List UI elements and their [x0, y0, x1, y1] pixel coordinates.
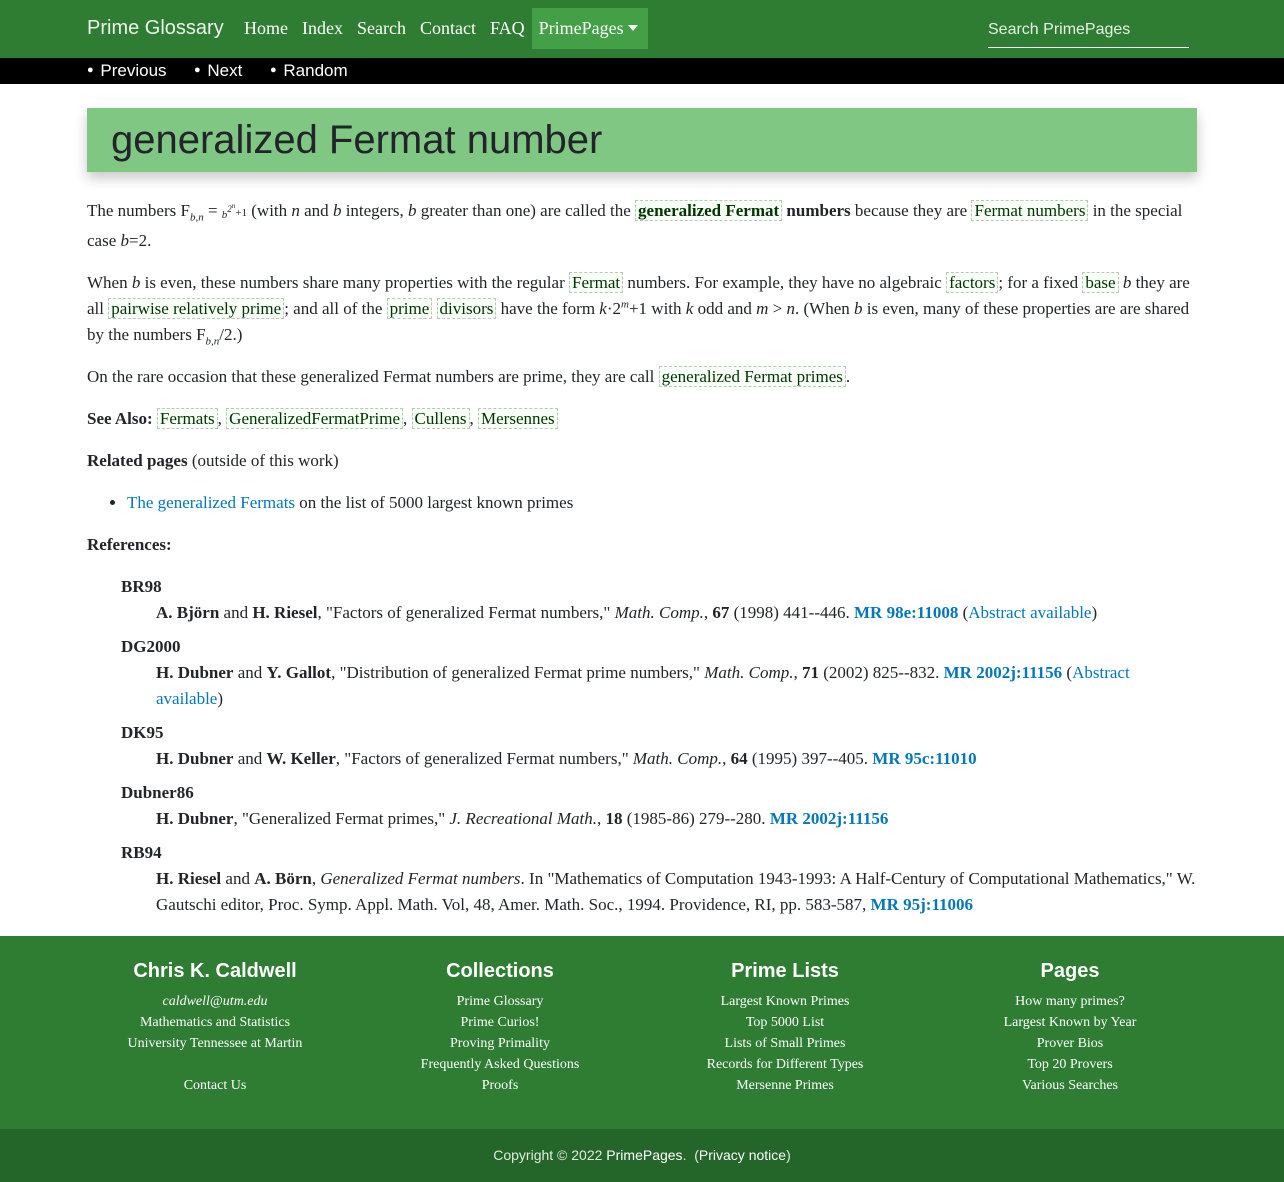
brand-link[interactable]: Prime Glossary [87, 17, 224, 39]
properties-paragraph: When b is even, these numbers share many properties with the regular Fermat numbers. For example, they have no algebraic factors ; for a fixed base b they are all pairwise relatively prime ; and all of the prime divisors have the form $k\cdot 2^m+1$ with k odd and m > n. (When b is even, many of these properties are are shared by the numbers $F_{b,n}/2$.) [87, 273, 1190, 348]
footer-heading: Chris K. Caldwell [133, 960, 297, 982]
references-list [87, 574, 1197, 918]
list-item: • The generalized Fermats on the list of 5000 largest known primes [127, 490, 1197, 516]
glossary-subnav [0, 58, 1284, 84]
glossary-link-prime[interactable]: prime [387, 298, 433, 319]
random-link[interactable] [270, 61, 348, 81]
glossary-link-fermat[interactable]: Fermat [569, 272, 623, 293]
footer-link[interactable]: Largest Known Primes [720, 994, 850, 1009]
dropdown-label: PrimePages [538, 18, 624, 38]
see-also: See Also: Fermats , GeneralizedFermatPrime , Cullens , Mersennes [87, 406, 1197, 432]
primepages-link[interactable]: PrimePages [606, 1147, 683, 1163]
footer-link[interactable]: Top 5000 List [745, 1015, 825, 1030]
glossary-link-divisors[interactable]: divisors [437, 298, 497, 319]
footer-link[interactable]: Records for Different Types [706, 1057, 864, 1072]
bullet-icon: ● [87, 64, 94, 76]
footer-col-collections [370, 960, 630, 1096]
previous-label: Previous [100, 61, 167, 80]
see-also-cullens[interactable]: Cullens [412, 408, 470, 429]
ref-key-br98: BR98 [121, 577, 162, 596]
reference-entry: H. Riesel and A. Börn, Generalized Fermat numbers. In "Mathematics of Computation 1943-1993: A Half-Century of Computational Mathematics," W. Gautschi editor, Proc. Symp. Appl. Math. Vol, 48, Amer. Math. Soc., 1994. Providence, RI, pp. 583-587, MR 95j:11006 [156, 869, 1196, 914]
ref-key-dg2000: DG2000 [121, 637, 181, 656]
footer-col-pages [940, 960, 1200, 1096]
page-title: generalized Fermat number [111, 118, 603, 162]
next-link[interactable] [194, 61, 242, 81]
related-pages: Related pages (outside of this work) • The generalized Fermats on the list of 5000 largest known primes [87, 448, 1197, 516]
glossary-link-factors[interactable]: factors [946, 272, 998, 293]
footer-col-author [85, 960, 345, 1096]
footer-text: Mathematics and Statistics [139, 1015, 291, 1030]
nav-primepages-dropdown[interactable] [532, 8, 648, 49]
site-footer [0, 936, 1284, 1129]
footer-link[interactable]: Prover Bios [1036, 1036, 1104, 1051]
footer-link[interactable]: Proofs [481, 1078, 519, 1093]
previous-link[interactable] [87, 61, 167, 81]
mr-link[interactable]: MR 2002j:11156 [943, 663, 1063, 682]
abstract-link[interactable]: Abstract available [156, 663, 1130, 708]
footer-link[interactable]: Proving Primality [450, 1036, 550, 1051]
search-input[interactable] [988, 12, 1189, 48]
footer-link[interactable]: How many primes? [1015, 994, 1125, 1009]
footer-text: University Tennessee at Martin [127, 1036, 303, 1051]
caret-down-icon [628, 25, 638, 31]
nav-index[interactable]: Index [302, 18, 343, 38]
bullet-icon: ● [194, 64, 201, 76]
footer-link[interactable]: Largest Known by Year [1003, 1015, 1137, 1030]
glossary-link-generalized-fermat[interactable]: generalized Fermat [635, 200, 782, 221]
primes-paragraph: On the rare occasion that these generalized Fermat numbers are prime, they are call generalized Fermat primes . [87, 367, 851, 386]
references-heading: References: [87, 535, 172, 554]
mr-link[interactable]: MR 95j:11006 [870, 895, 974, 914]
intro-paragraph: The numbers $F_{b,n} = b^{2^n}+1$ (with n and b integers, b greater than one) are called the generalized Fermat numbers because they are Fermat numbers in the special case b=2. [87, 201, 1183, 250]
top-navbar [0, 0, 1284, 58]
see-also-mersennes[interactable]: Mersennes [478, 408, 558, 429]
nav-home[interactable]: Home [244, 18, 288, 38]
see-also-fermats[interactable]: Fermats [157, 408, 218, 429]
copyright-text: Copyright © 2022 [493, 1147, 607, 1163]
reference-entry: H. Dubner, "Generalized Fermat primes," J. Recreational Math., 18 (1985-86) 279--280. MR 2002j:11156 [156, 809, 889, 828]
random-label: Random [283, 61, 348, 80]
generalized-fermats-link[interactable]: The generalized Fermats [127, 493, 296, 512]
footer-heading: Collections [446, 960, 554, 982]
ref-key-dubner86: Dubner86 [121, 783, 194, 802]
footer-link[interactable]: Lists of Small Primes [724, 1036, 846, 1051]
main-content [87, 196, 1197, 918]
nav-contact[interactable]: Contact [419, 18, 476, 38]
reference-entry: H. Dubner and Y. Gallot, "Distribution of generalized Fermat prime numbers," Math. Comp., 71 (2002) 825--832. MR 2002j:11156 (Abstract available) [156, 663, 1130, 708]
related-list [87, 490, 1197, 516]
footer-heading: Pages [1040, 960, 1100, 982]
footer-link[interactable]: Top 20 Provers [1027, 1057, 1113, 1072]
privacy-notice-link[interactable]: Privacy notice [698, 1147, 787, 1163]
footer-link[interactable]: Various Searches [1021, 1078, 1119, 1093]
title-card [87, 108, 1197, 172]
abstract-link[interactable]: Abstract available [968, 603, 1092, 622]
ref-key-rb94: RB94 [121, 843, 162, 862]
footer-link[interactable]: Prime Curios! [460, 1015, 540, 1030]
formula-image: $b^{2^n}+1$ [221, 202, 247, 221]
reference-entry: H. Dubner and W. Keller, "Factors of generalized Fermat numbers," Math. Comp., 64 (1995) 397--405. MR 95c:11010 [156, 749, 977, 768]
footer-link[interactable]: Frequently Asked Questions [420, 1057, 580, 1072]
mr-link[interactable]: MR 95c:11010 [872, 749, 977, 768]
footer-link[interactable]: Mersenne Primes [736, 1078, 834, 1093]
glossary-link-pairwise-relatively-prime[interactable]: pairwise relatively prime [108, 298, 284, 319]
nav-faq[interactable]: FAQ [489, 18, 525, 38]
reference-entry: A. Björn and H. Riesel, "Factors of generalized Fermat numbers," Math. Comp., 67 (1998) 441--446. MR 98e:11008 (Abstract available) [156, 603, 1098, 622]
mr-link[interactable]: MR 2002j:11156 [769, 809, 889, 828]
footer-link[interactable]: Prime Glossary [456, 994, 544, 1009]
nav-search[interactable]: Search [356, 18, 406, 38]
copyright-bar: Copyright © 2022 PrimePages. (Privacy notice) [0, 1129, 1284, 1182]
glossary-link-fermat-numbers[interactable]: Fermat numbers [971, 200, 1088, 221]
nav-links [237, 8, 648, 49]
footer-col-prime-lists [655, 960, 915, 1096]
glossary-link-base[interactable]: base [1082, 272, 1118, 293]
mr-link[interactable]: MR 98e:11008 [854, 603, 959, 622]
email-link[interactable]: caldwell@utm.edu [162, 994, 268, 1009]
bullet-icon: ● [270, 64, 277, 76]
see-also-generalized-fermat-prime[interactable]: GeneralizedFermatPrime [226, 408, 403, 429]
contact-us-link[interactable]: Contact Us [183, 1078, 247, 1093]
next-label: Next [207, 61, 243, 80]
ref-key-dk95: DK95 [121, 723, 164, 742]
glossary-link-generalized-fermat-primes[interactable]: generalized Fermat primes [659, 366, 846, 387]
footer-heading: Prime Lists [731, 960, 839, 982]
